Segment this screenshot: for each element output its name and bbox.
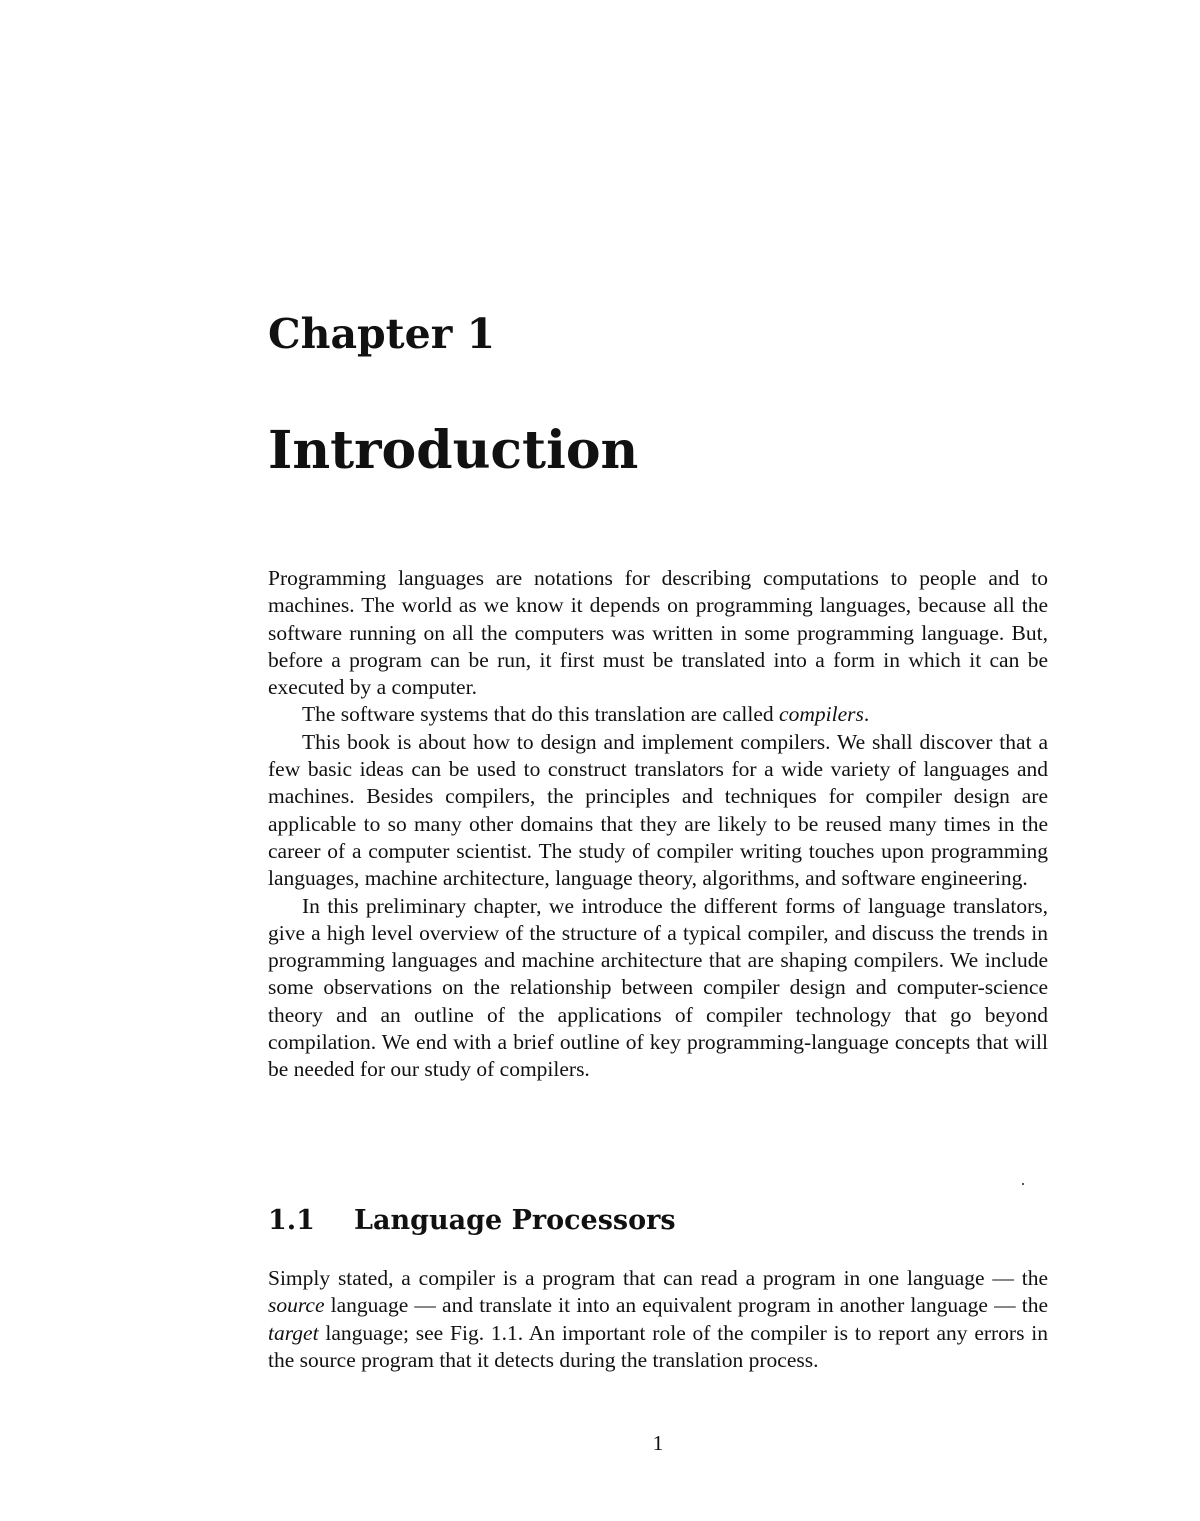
section-number: 1.1 [268,1205,315,1236]
chapter-title: Introduction [268,420,639,481]
intro-paragraph [268,893,1048,1084]
intro-paragraph [268,701,1048,728]
text-run: Programming languages are notations for describing computations to people and to machines. The world as we know it depends on programming languages, because all the software running on all the computers was written in some programming language. But, before a program can be run, it first must be translated into a form in which it can be executed by a computer. [268,566,1048,700]
section-heading [268,1202,676,1240]
intro-body [268,565,1048,1084]
text-run: The software systems that do this translation are called [302,702,780,727]
emphasized-term: target [268,1320,319,1345]
emphasized-term: source [268,1293,325,1318]
text-run: In this preliminary chapter, we introduce the different forms of language translators, give a high level overview of the structure of a typical compiler, and discuss the trends in programming languages and machine architecture that are shaping compilers. We include some observations on the relationship between compiler design and computer-science theory and an outline of the applications of compiler technology that go beyond compilation. We end with a brief outline of key programming-language concepts that will be needed for our study of compilers. [268,893,1048,1082]
text-run: language — and translate it into an equivalent program in another language — the [324,1293,1048,1318]
text-run: . [863,702,870,727]
emphasized-term: compilers [779,702,864,727]
section-paragraph [268,1265,1048,1374]
text-run: language; see Fig. 1.1. An important role of the compiler is to report any errors in the source program that it detects during the translation process. [268,1320,1048,1372]
scan-speck [1022,1183,1024,1185]
intro-paragraph [268,729,1048,893]
text-run: Simply stated, a compiler is a program that can read a program in one language — the [268,1266,1048,1290]
page-number: 1 [652,1431,664,1455]
section-body [268,1265,1048,1374]
text-run: This book is about how to design and implement compilers. We shall discover that a few basic ideas can be used to construct translators for a wide variety of languages and machines. Besides compilers, the principles and techniques for compiler design are applicable to so many other domains that they are likely to be reused many times in the career of a computer scientist. The study of compiler writing touches upon programming languages, machine architecture, language theory, algorithms, and software engineering. [268,729,1048,891]
chapter-label: Chapter 1 [268,310,496,358]
intro-paragraph [268,565,1048,701]
section-title: Language Processors [354,1205,676,1236]
